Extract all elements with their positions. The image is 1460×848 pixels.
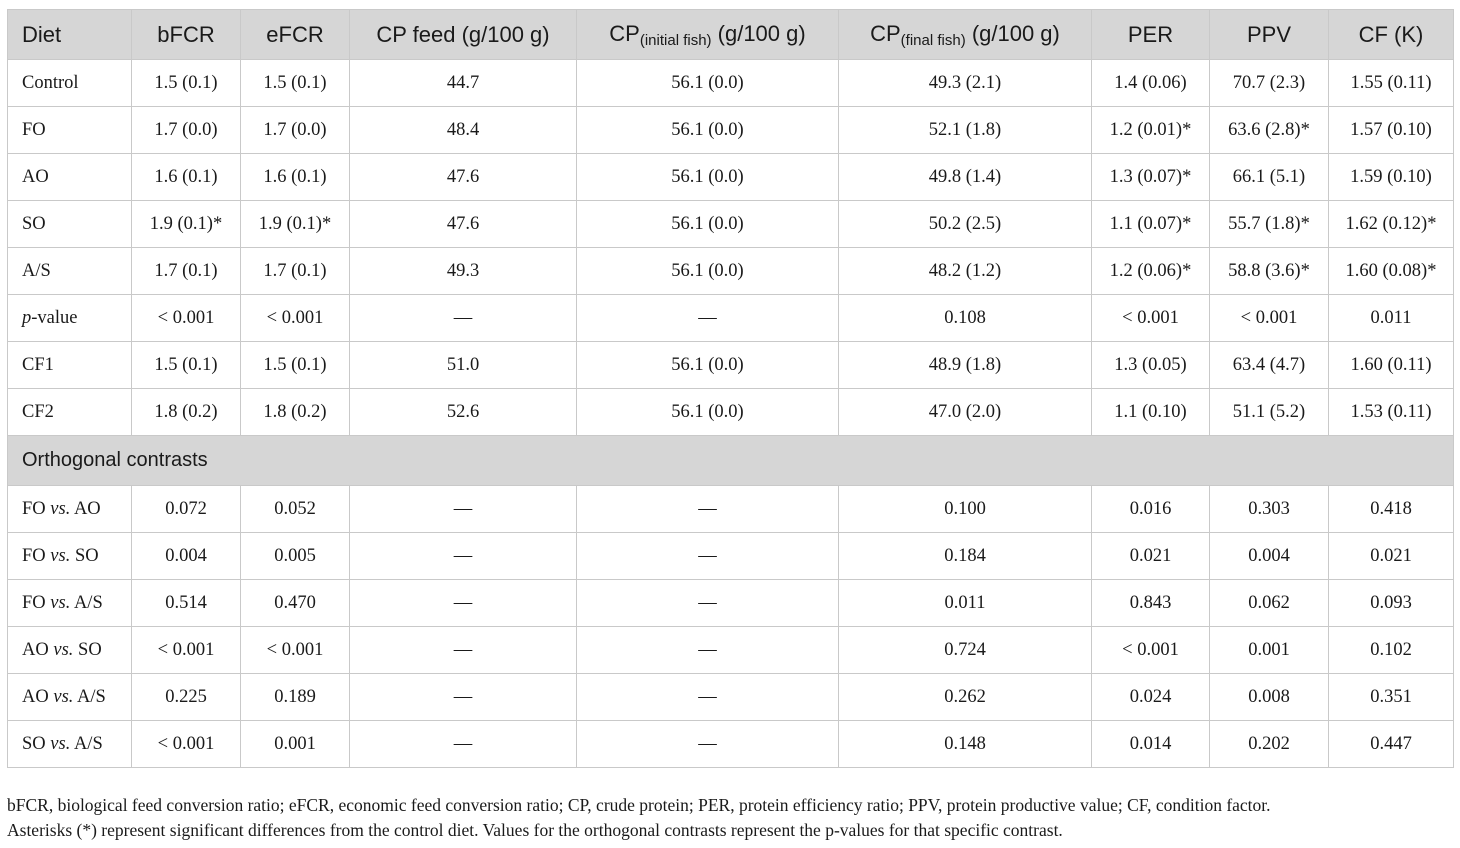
contrast-left: AO <box>22 686 49 707</box>
row-label: Control <box>8 60 132 107</box>
contrast-right: SO <box>78 639 102 660</box>
table-cell: 0.021 <box>1329 533 1454 580</box>
table-row <box>8 342 1454 389</box>
table-cell: 1.5 (0.1) <box>132 60 241 107</box>
table-cell: 1.57 (0.10) <box>1329 107 1454 154</box>
table-cell: < 0.001 <box>1092 295 1210 342</box>
column-header-subscript: (final fish) <box>900 31 966 49</box>
table-cell: 0.072 <box>132 486 241 533</box>
table-cell: 0.062 <box>1210 580 1329 627</box>
table-cell: 1.2 (0.01)* <box>1092 107 1210 154</box>
table-cell: 1.7 (0.0) <box>241 107 350 154</box>
table-cell: 1.9 (0.1)* <box>241 201 350 248</box>
table-cell: 1.4 (0.06) <box>1092 60 1210 107</box>
table-row <box>8 60 1454 107</box>
table-cell: 0.093 <box>1329 580 1454 627</box>
contrast-vs: vs. <box>50 733 71 754</box>
table-cell: 0.470 <box>241 580 350 627</box>
table-cell: — <box>350 580 577 627</box>
section-title: Orthogonal contrasts <box>8 436 1454 486</box>
table-cell: 1.7 (0.1) <box>132 248 241 295</box>
footnote-asterisk-note: Asterisks (*) represent significant differences from the control diet. Values for the orthogonal contrasts represent the p-values for that specific contrast. <box>7 820 1063 840</box>
table-cell: — <box>350 533 577 580</box>
table-row <box>8 627 1454 674</box>
table-cell: 0.001 <box>241 721 350 768</box>
table-cell: 1.2 (0.06)* <box>1092 248 1210 295</box>
contrast-left: FO <box>22 498 46 519</box>
table-cell: 52.1 (1.8) <box>839 107 1092 154</box>
table-cell: 1.5 (0.1) <box>132 342 241 389</box>
contrast-vs: vs. <box>50 545 71 566</box>
table-header-row <box>8 10 1454 60</box>
table-cell: < 0.001 <box>241 627 350 674</box>
table-row <box>8 486 1454 533</box>
table-cell: 63.6 (2.8)* <box>1210 107 1329 154</box>
table-cell: 56.1 (0.0) <box>577 154 839 201</box>
table-cell: 0.102 <box>1329 627 1454 674</box>
row-label <box>8 533 132 580</box>
table-cell: < 0.001 <box>241 295 350 342</box>
table-cell: 1.53 (0.11) <box>1329 389 1454 436</box>
table-cell: 0.005 <box>241 533 350 580</box>
table-row <box>8 389 1454 436</box>
table-cell: — <box>350 721 577 768</box>
column-header <box>350 10 577 60</box>
row-label <box>8 295 132 342</box>
contrast-left: FO <box>22 545 46 566</box>
table-cell: 0.724 <box>839 627 1092 674</box>
table-cell: 1.3 (0.07)* <box>1092 154 1210 201</box>
table-cell: 0.108 <box>839 295 1092 342</box>
column-header <box>241 10 350 60</box>
table-body <box>8 60 1454 768</box>
table-footnote <box>7 793 1453 843</box>
table-row <box>8 295 1454 342</box>
row-label: A/S <box>8 248 132 295</box>
table-row <box>8 154 1454 201</box>
table-cell: — <box>577 533 839 580</box>
table-cell: 47.6 <box>350 201 577 248</box>
table-cell: 0.447 <box>1329 721 1454 768</box>
table-cell: 0.001 <box>1210 627 1329 674</box>
column-header-text: PPV <box>1246 21 1292 47</box>
table-cell: < 0.001 <box>1092 627 1210 674</box>
table-cell: 1.55 (0.11) <box>1329 60 1454 107</box>
contrast-vs: vs. <box>50 592 71 613</box>
table-cell: 0.262 <box>839 674 1092 721</box>
table-cell: 58.8 (3.6)* <box>1210 248 1329 295</box>
table-cell: 48.4 <box>350 107 577 154</box>
table-cell: 47.6 <box>350 154 577 201</box>
contrast-right: A/S <box>73 592 103 613</box>
table-cell: 70.7 (2.3) <box>1210 60 1329 107</box>
column-header-text: CP <box>870 20 901 46</box>
column-header-text: PER <box>1127 21 1174 47</box>
contrast-left: FO <box>22 592 46 613</box>
column-header <box>577 10 839 60</box>
column-header-text: bFCR <box>157 21 215 47</box>
column-header <box>839 10 1092 60</box>
row-label: CF1 <box>8 342 132 389</box>
column-header <box>1210 10 1329 60</box>
table-cell: < 0.001 <box>132 295 241 342</box>
table-cell: 1.6 (0.1) <box>241 154 350 201</box>
table-cell: 0.184 <box>839 533 1092 580</box>
table-cell: 0.004 <box>1210 533 1329 580</box>
table-cell: 1.60 (0.11) <box>1329 342 1454 389</box>
contrast-right: A/S <box>77 686 106 707</box>
table-cell: 0.016 <box>1092 486 1210 533</box>
table-cell: 0.189 <box>241 674 350 721</box>
table-cell: 1.5 (0.1) <box>241 60 350 107</box>
row-label <box>8 674 132 721</box>
table-cell: 1.3 (0.05) <box>1092 342 1210 389</box>
table-cell: < 0.001 <box>1210 295 1329 342</box>
table-cell: 0.100 <box>839 486 1092 533</box>
table-cell: 52.6 <box>350 389 577 436</box>
table-cell: — <box>577 721 839 768</box>
table-cell: 1.60 (0.08)* <box>1329 248 1454 295</box>
contrast-vs: vs. <box>50 498 71 519</box>
table-cell: 44.7 <box>350 60 577 107</box>
table-cell: 0.418 <box>1329 486 1454 533</box>
table-cell: — <box>577 295 839 342</box>
row-label-text: -value <box>31 307 78 328</box>
table-row <box>8 721 1454 768</box>
table-cell: 49.3 (2.1) <box>839 60 1092 107</box>
table-row <box>8 580 1454 627</box>
table-cell: 56.1 (0.0) <box>577 107 839 154</box>
table-cell: — <box>350 486 577 533</box>
row-label: SO <box>8 201 132 248</box>
table-cell: — <box>577 486 839 533</box>
table-cell: 0.052 <box>241 486 350 533</box>
table-cell: 1.9 (0.1)* <box>132 201 241 248</box>
row-label <box>8 721 132 768</box>
row-label: CF2 <box>8 389 132 436</box>
contrast-vs: vs. <box>53 639 74 660</box>
column-header-subscript: (initial fish) <box>639 31 712 49</box>
row-label: AO <box>8 154 132 201</box>
results-table <box>7 9 1454 768</box>
table-cell: 0.024 <box>1092 674 1210 721</box>
table-cell: 51.1 (5.2) <box>1210 389 1329 436</box>
column-header-text: eFCR <box>266 21 324 47</box>
column-header <box>132 10 241 60</box>
table-cell: < 0.001 <box>132 721 241 768</box>
table-cell: — <box>350 295 577 342</box>
table-cell: 0.021 <box>1092 533 1210 580</box>
row-label-italic: p <box>22 307 32 328</box>
table-cell: 1.7 (0.0) <box>132 107 241 154</box>
table-cell: 0.011 <box>1329 295 1454 342</box>
column-header <box>8 10 132 60</box>
section-row <box>8 436 1454 486</box>
table-cell: 1.62 (0.12)* <box>1329 201 1454 248</box>
table-cell: 66.1 (5.1) <box>1210 154 1329 201</box>
table-cell: — <box>350 674 577 721</box>
table-cell: 1.59 (0.10) <box>1329 154 1454 201</box>
table-cell: 0.011 <box>839 580 1092 627</box>
table-cell: — <box>577 580 839 627</box>
contrast-left: AO <box>22 639 49 660</box>
table-row <box>8 674 1454 721</box>
column-header <box>1092 10 1210 60</box>
table-cell: 1.7 (0.1) <box>241 248 350 295</box>
table-cell: < 0.001 <box>132 627 241 674</box>
table-row <box>8 248 1454 295</box>
table-cell: 48.2 (1.2) <box>839 248 1092 295</box>
table-cell: 49.3 <box>350 248 577 295</box>
column-header <box>1329 10 1454 60</box>
table-cell: 0.014 <box>1092 721 1210 768</box>
table-cell: 56.1 (0.0) <box>577 201 839 248</box>
contrast-vs: vs. <box>53 686 74 707</box>
table-cell: 0.202 <box>1210 721 1329 768</box>
table-cell: — <box>577 674 839 721</box>
contrast-left: SO <box>22 733 46 754</box>
table-cell: 0.148 <box>839 721 1092 768</box>
table-cell: 55.7 (1.8)* <box>1210 201 1329 248</box>
table-cell: 51.0 <box>350 342 577 389</box>
table-cell: 49.8 (1.4) <box>839 154 1092 201</box>
table-cell: 0.843 <box>1092 580 1210 627</box>
table-cell: 1.8 (0.2) <box>132 389 241 436</box>
table-cell: 56.1 (0.0) <box>577 248 839 295</box>
contrast-right: AO <box>73 498 101 519</box>
contrast-right: A/S <box>73 733 103 754</box>
table-cell: 0.225 <box>132 674 241 721</box>
table-cell: 1.1 (0.10) <box>1092 389 1210 436</box>
table-cell: 56.1 (0.0) <box>577 389 839 436</box>
column-header-text: CP <box>609 20 640 46</box>
table-cell: 0.004 <box>132 533 241 580</box>
table-cell: 63.4 (4.7) <box>1210 342 1329 389</box>
table-cell: 1.6 (0.1) <box>132 154 241 201</box>
table-cell: 0.351 <box>1329 674 1454 721</box>
row-label <box>8 486 132 533</box>
table-cell: 1.1 (0.07)* <box>1092 201 1210 248</box>
table-cell: 56.1 (0.0) <box>577 342 839 389</box>
table-cell: 1.8 (0.2) <box>241 389 350 436</box>
table-cell: 0.008 <box>1210 674 1329 721</box>
column-header-unit: (g/100 g) <box>965 20 1060 46</box>
table-cell: 0.514 <box>132 580 241 627</box>
row-label: FO <box>8 107 132 154</box>
column-header-text: Diet <box>22 21 62 47</box>
column-header-text: CF (K) <box>1358 21 1424 47</box>
table-row <box>8 107 1454 154</box>
table-cell: 50.2 (2.5) <box>839 201 1092 248</box>
column-header-unit: (g/100 g) <box>711 20 806 46</box>
row-label <box>8 627 132 674</box>
table-cell: 0.303 <box>1210 486 1329 533</box>
table-cell: 48.9 (1.8) <box>839 342 1092 389</box>
table-cell: — <box>350 627 577 674</box>
table-cell: 47.0 (2.0) <box>839 389 1092 436</box>
row-label <box>8 580 132 627</box>
table-row <box>8 201 1454 248</box>
table-cell: 1.5 (0.1) <box>241 342 350 389</box>
table-cell: 56.1 (0.0) <box>577 60 839 107</box>
table-cell: — <box>577 627 839 674</box>
footnote-abbreviations: bFCR, biological feed conversion ratio; eFCR, economic feed conversion ratio; CP, crude protein; PER, protein efficiency ratio; PPV, protein productive value; CF, condition factor. <box>7 795 1271 815</box>
table-row <box>8 533 1454 580</box>
column-header-text: CP feed (g/100 g) <box>376 21 550 47</box>
contrast-right: SO <box>74 545 99 566</box>
